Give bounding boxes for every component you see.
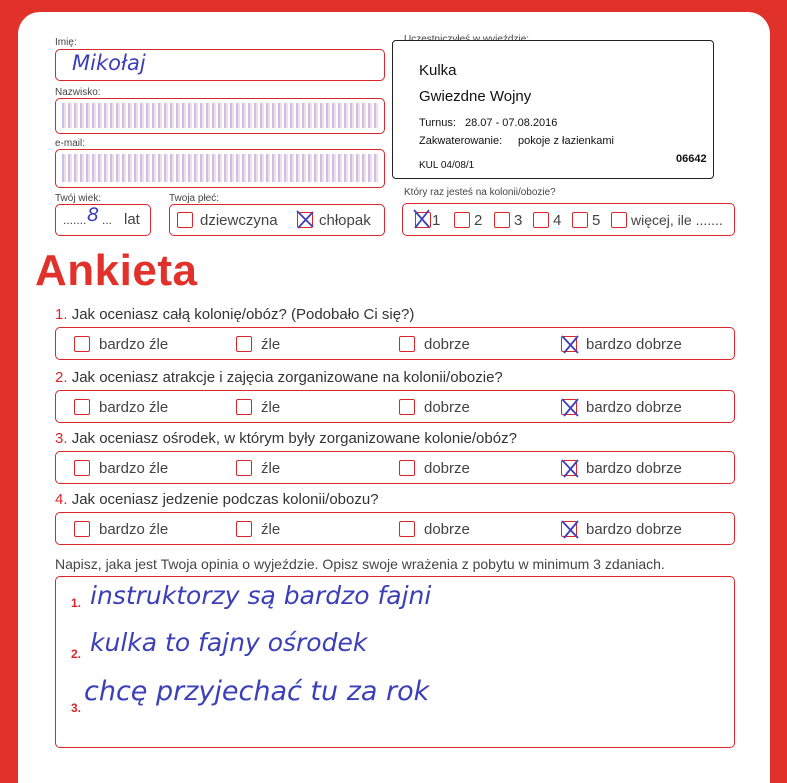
gender-label: Twoja płeć: (169, 193, 220, 204)
question-2-text: Jak oceniasz atrakcje i zajęcia zorganizowane na kolonii/obozie? (71, 369, 503, 386)
trip-number: 06642 (676, 153, 707, 165)
q4-checkbox-very-good[interactable] (561, 521, 577, 537)
q4-option-very-bad: bardzo źle (99, 521, 169, 538)
times-option-5: 5 (592, 212, 601, 229)
q3-checkbox-good[interactable] (399, 460, 415, 476)
gender-option-girl: dziewczyna (200, 212, 278, 229)
q1-checkbox-bad[interactable] (236, 336, 252, 352)
times-checkbox-1[interactable] (415, 212, 431, 228)
question-3-number: 3. (55, 430, 68, 447)
times-option-3: 3 (514, 212, 523, 229)
q1-option-bad: źle (261, 336, 281, 353)
first-name-value: Mikołaj (72, 51, 146, 75)
accommodation-label: Zakwaterowanie: (419, 135, 503, 147)
turnus-value: 28.07 - 07.08.2016 (465, 117, 558, 129)
opinion-textarea[interactable] (55, 576, 735, 748)
q2-checkbox-very-good[interactable] (561, 399, 577, 415)
question-4-text: Jak oceniasz jedzenie podczas kolonii/obozu? (71, 491, 379, 508)
opinion-prompt: Napisz, jaka jest Twoja opinia o wyjeździe. Opisz swoje wrażenia z pobytu w minimum 3 zdaniach. (55, 556, 665, 572)
email-field[interactable] (55, 149, 385, 188)
question-1 (55, 306, 414, 323)
opinion-line-1-text: instruktorzy są bardzo fajni (90, 581, 432, 610)
times-option-2: 2 (474, 212, 483, 229)
q1-checkbox-very-bad[interactable] (74, 336, 90, 352)
q4-checkbox-very-bad[interactable] (74, 521, 90, 537)
q3-checkbox-very-bad[interactable] (74, 460, 90, 476)
q3-checkbox-very-good[interactable] (561, 460, 577, 476)
times-checkbox-3[interactable] (494, 212, 510, 228)
q3-checkbox-bad[interactable] (236, 460, 252, 476)
question-1-number: 1. (55, 306, 68, 323)
q3-option-very-good: bardzo dobrze (586, 460, 682, 477)
question-1-answers (55, 327, 735, 360)
age-dots-right: ... (102, 213, 113, 227)
first-name-field[interactable] (55, 49, 385, 81)
question-3 (55, 430, 517, 447)
q2-option-bad: źle (261, 399, 281, 416)
q1-option-very-bad: bardzo źle (99, 336, 169, 353)
turnus-label: Turnus: (419, 117, 456, 129)
redacted-last-name (62, 103, 378, 128)
age-field[interactable] (55, 204, 151, 236)
age-dots-left: ....... (63, 213, 87, 227)
q1-checkbox-very-good[interactable] (561, 336, 577, 352)
q4-option-bad: źle (261, 521, 281, 538)
question-2 (55, 369, 503, 386)
question-4-answers (55, 512, 735, 545)
q4-option-good: dobrze (424, 521, 470, 538)
gender-checkbox-boy[interactable] (297, 212, 313, 228)
accommodation-value: pokoje z łazienkami (518, 135, 614, 147)
question-3-answers (55, 451, 735, 484)
question-4-number: 4. (55, 491, 68, 508)
q2-option-very-good: bardzo dobrze (586, 399, 682, 416)
q2-option-very-bad: bardzo źle (99, 399, 169, 416)
age-value: 8 (87, 204, 100, 226)
times-label: Który raz jesteś na kolonii/obozie? (404, 187, 556, 198)
last-name-label: Nazwisko: (55, 87, 101, 98)
opinion-line-2-number: 2. (71, 647, 82, 661)
camp-name: Kulka (419, 62, 457, 79)
camp-theme: Gwiezdne Wojny (419, 88, 532, 105)
times-checkbox-4[interactable] (533, 212, 549, 228)
times-checkbox-2[interactable] (454, 212, 470, 228)
trip-code: KUL 04/08/1 (419, 160, 475, 171)
gender-option-boy: chłopak (319, 212, 371, 229)
q3-option-bad: źle (261, 460, 281, 477)
opinion-line-3-text: chcę przyjechać tu za rok (84, 676, 430, 707)
q1-checkbox-good[interactable] (399, 336, 415, 352)
question-2-answers (55, 390, 735, 423)
trip-sticker (392, 40, 714, 179)
redacted-email (62, 154, 380, 182)
q4-checkbox-good[interactable] (399, 521, 415, 537)
times-checkbox-more[interactable] (611, 212, 627, 228)
q2-checkbox-very-bad[interactable] (74, 399, 90, 415)
question-2-number: 2. (55, 369, 68, 386)
q1-option-good: dobrze (424, 336, 470, 353)
question-4 (55, 491, 379, 508)
q2-checkbox-bad[interactable] (236, 399, 252, 415)
email-label: e-mail: (55, 138, 86, 149)
times-option-1: 1 (432, 212, 441, 229)
gender-field (169, 204, 385, 236)
question-3-text: Jak oceniasz ośrodek, w którym były zorganizowane kolonie/obóz? (71, 430, 517, 447)
times-checkbox-5[interactable] (572, 212, 588, 228)
times-option-more: więcej, ile ....... (631, 212, 723, 228)
survey-title: Ankieta (35, 246, 198, 295)
q1-option-very-good: bardzo dobrze (586, 336, 682, 353)
q3-option-good: dobrze (424, 460, 470, 477)
gender-checkbox-girl[interactable] (177, 212, 193, 228)
opinion-line-1-number: 1. (71, 596, 82, 610)
q4-checkbox-bad[interactable] (236, 521, 252, 537)
question-1-text: Jak oceniasz całą kolonię/obóz? (Podobało Ci się?) (71, 306, 415, 323)
opinion-line-3-number: 3. (71, 701, 82, 715)
q3-option-very-bad: bardzo źle (99, 460, 169, 477)
first-name-label: Imię: (55, 37, 77, 48)
q2-checkbox-good[interactable] (399, 399, 415, 415)
q4-option-very-good: bardzo dobrze (586, 521, 682, 538)
times-field (402, 203, 735, 236)
q2-option-good: dobrze (424, 399, 470, 416)
last-name-field[interactable] (55, 98, 385, 134)
age-label: Twój wiek: (55, 193, 102, 204)
times-option-4: 4 (553, 212, 562, 229)
opinion-line-2-text: kulka to fajny ośrodek (90, 628, 368, 657)
age-unit: lat (124, 211, 140, 228)
